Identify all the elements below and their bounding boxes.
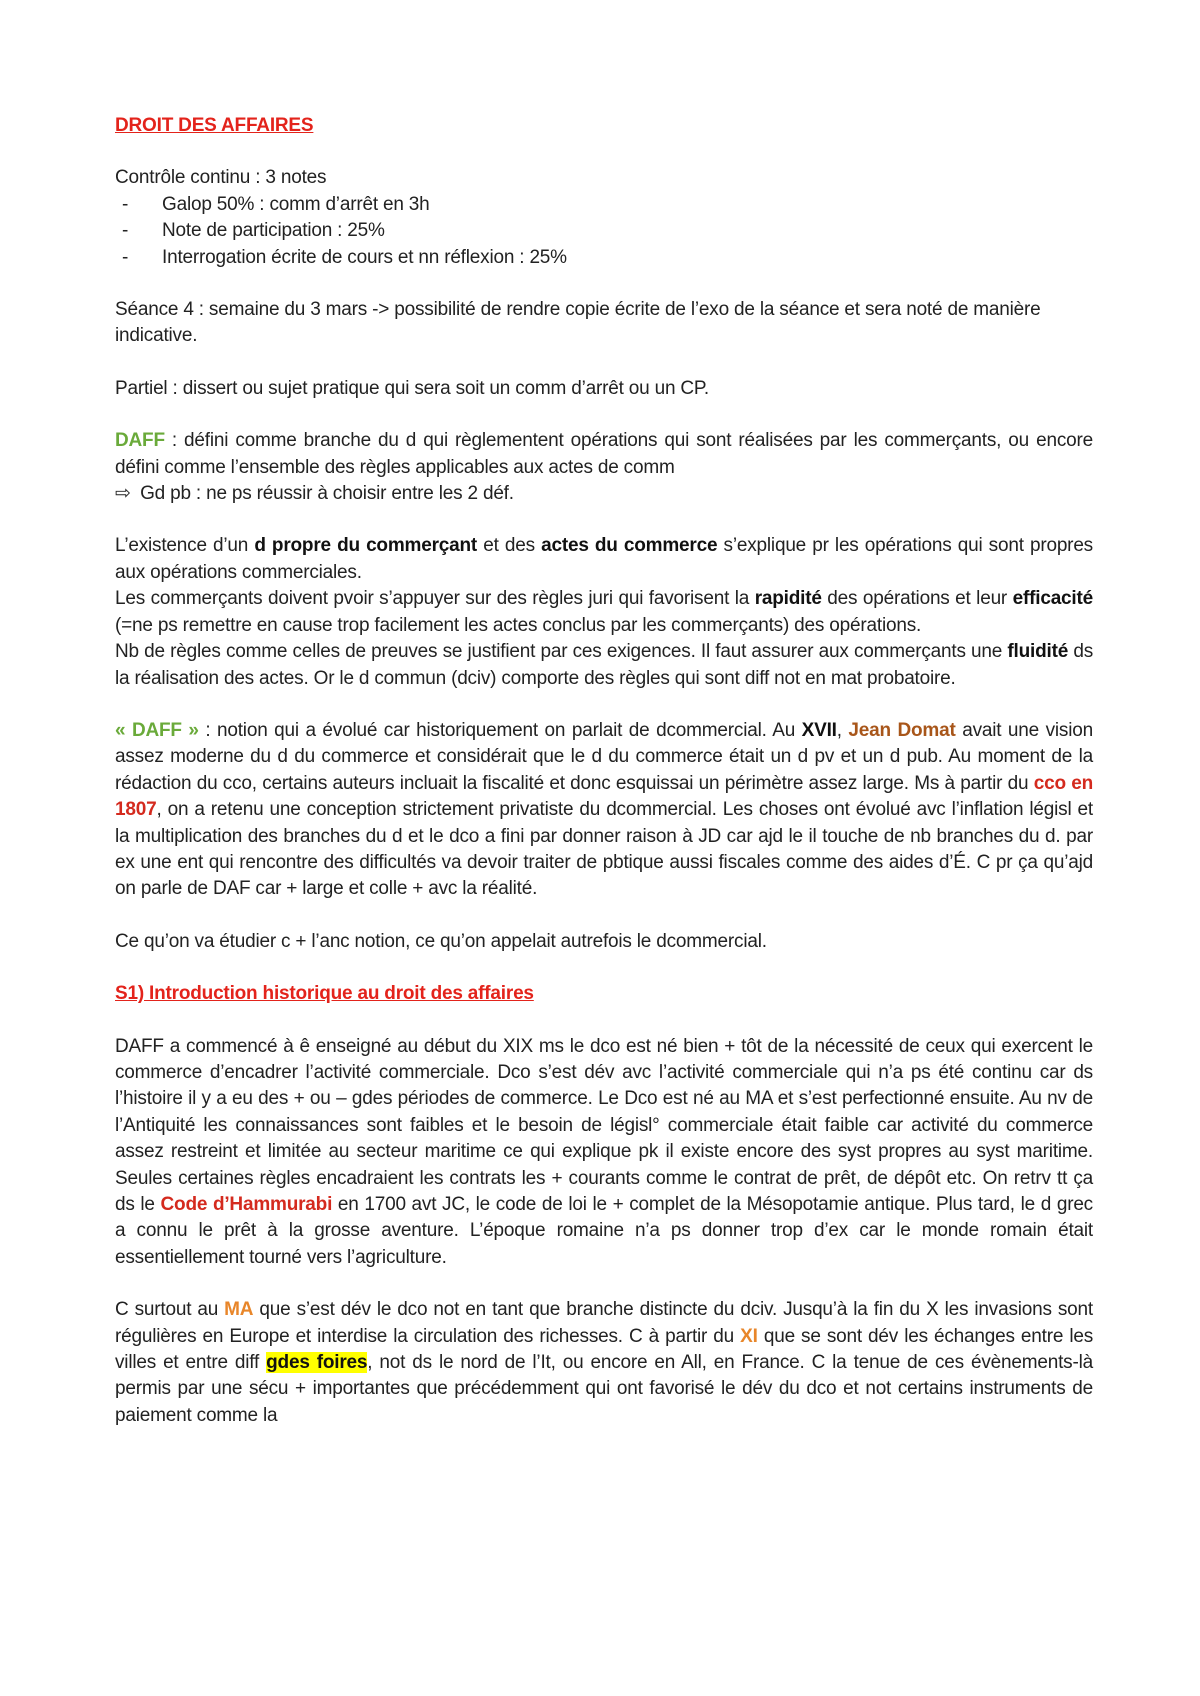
list-item: - Interrogation écrite de cours et nn réflexion : 25%: [122, 246, 567, 268]
existence-paragraph: L’existence d’un d propre du commerçant et des actes du commerce s’explique pr les opérations qui sont propres aux opérations commerciales.: [115, 535, 1093, 583]
cc-list: [115, 192, 1093, 271]
list-item: - Galop 50% : comm d’arrêt en 3h: [122, 193, 430, 215]
document-page: [115, 113, 1093, 1455]
etudier-paragraph: Ce qu’on va étudier c + l’anc notion, ce qu’on appelait autrefois le dcommercial.: [115, 930, 767, 952]
arrow-right-icon: ⇨: [115, 483, 131, 505]
seance-paragraph: Séance 4 : semaine du 3 mars -> possibilité de rendre copie écrite de l’exo de la séance et sera noté de manière indicative.: [115, 299, 1041, 347]
cc-intro: Contrôle continu : 3 notes: [115, 167, 327, 189]
rapidite-paragraph: Les commerçants doivent pvoir s’appuyer sur des règles juri qui favorisent la rapidité des opérations et leur efficacité (=ne ps remettre en cause trop facilement les actes conclus par les commerçants) des opérations.: [115, 588, 1093, 636]
section-heading: S1) Introduction historique au droit des affaires: [115, 983, 534, 1005]
partiel-paragraph: Partiel : dissert ou sujet pratique qui sera soit un comm d’arrêt ou un CP.: [115, 377, 710, 399]
fluidite-paragraph: Nb de règles comme celles de preuves se justifient par ces exigences. Il faut assurer aux commerçants une fluidité ds la réalisation des actes. Or le d commun (dciv) comporte des règles qui sont diff not en mat probatoire.: [115, 641, 1094, 689]
daff-term: DAFF: [115, 430, 165, 452]
historique-paragraph: DAFF a commencé à ê enseigné au début du XIX ms le dco est né bien + tôt de la nécessité de ceux qui exercent le commerce d’encadrer l’activité commerciale. Dco s’est dév avc l’activité commerciale qui n’a ps été continu car ds l’histoire il y a eu des + ou – gdes périodes de commerce. Le Dco est né au MA et s’est perfectionné ensuite. Au nv de l’Antiquité les connaissances sont faibles et le besoin de législ° commerciale était faible car activité du commerce assez restreint et limitée au secteur maritime ce qui explique pk il existe encore des syst propres au syst maritime. Seules certaines règles encadraient les contrats les + courants comme le contrat de prêt, de dépôt etc. On retrv tt ça ds le Code d’Hammurabi en 1700 avt JC, le code de loi le + complet de la Mésopotamie antique. Plus tard, le d grec a connu le prêt à la grosse aventure. L’époque romaine n’a ps donner trop d’ex car le monde romain était essentiellement tourné vers l’agriculture.: [115, 1035, 1093, 1268]
notion-paragraph: « DAFF » : notion qui a évolué car historiquement on parlait de dcommercial. Au XVII, Jean Domat avait une vision assez moderne du d du commerce et considérait que le d du commerce était un d pv et un d pub. Au moment de la rédaction du cco, certains auteurs incluait la fiscalité et donc esquissai un périmètre assez large. Ms à partir du cco en 1807, on a retenu une conception strictement privatiste du dcommercial. Les choses ont évolué avc l’inflation législ et la multiplication des branches du d et le dco a fini par donner raison à JD car ajd le il touche de nb branches du d. par ex une ent qui rencontre des difficultés va devoir traiter de pbtique aussi fiscales comme des aides d’É. C pr ça qu’ajd on parle de DAF car + large et colle + avc la réalité.: [115, 719, 1093, 900]
list-item: - Note de participation : 25%: [122, 220, 385, 242]
moyen-age-paragraph: C surtout au MA que s’est dév le dco not en tant que branche distincte du dciv. Jusqu’à la fin du X les invasions sont régulières en Europe et interdise la circulation des richesses. C à partir du XI que se sont dév les échanges entre les villes et entre diff gdes foires, not ds le nord de l’It, ou encore en All, en France. C la tenue de ces évènements-là permis par une sécu + importantes que précédemment qui ont favorisé le dév du dco et not certains instruments de paiement comme la: [115, 1299, 1094, 1426]
document-title: DROIT DES AFFAIRES: [115, 115, 314, 136]
daff-definition: DAFF : défini comme branche du d qui règlementent opérations qui sont réalisées par les commerçants, ou encore défini comme l’ensemble des règles applicables aux actes de comm ⇨ Gd pb : ne ps réussir à choisir entre les 2 déf.: [115, 428, 1093, 507]
